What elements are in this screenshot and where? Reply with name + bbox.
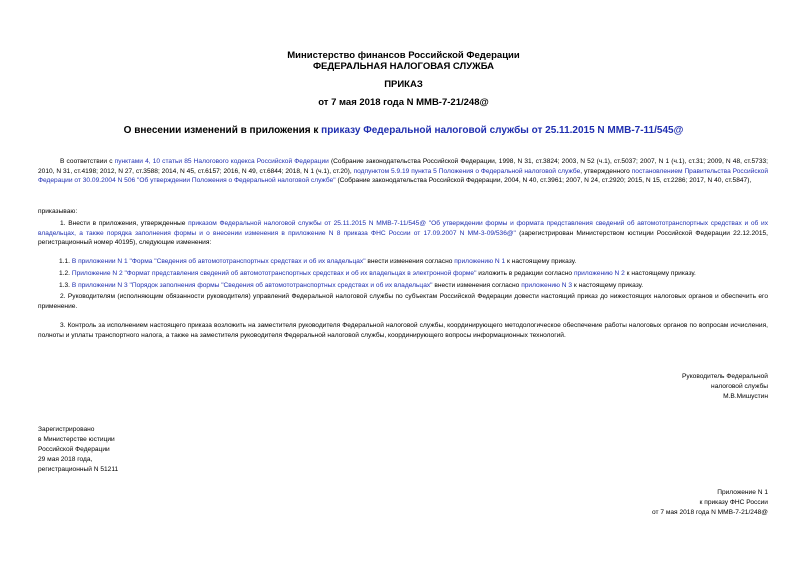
item-1-3-num: 1.3. [59, 282, 72, 289]
item-1-link-order[interactable]: приказом Федеральной налоговой службы от 25.11.2015 N ММВ-7-11/545@ "Об утверждении формы и формата представления сведений об автомототранспортных средствах и об их владельцах, а также порядка заполнения формы и о внесении изменения в приложение N 8 приказа ФНС России от 17.09.2007 N ММ-3-09/536@" [38, 220, 768, 237]
ministry-name: Министерство финансов Российской Федерации [287, 50, 520, 61]
registration-line-1: Зарегистрировано [38, 426, 95, 433]
preamble-link-nk[interactable]: пунктами 4, 10 статьи 85 Налогового кодекса Российской Федерации [114, 158, 329, 165]
item-1-2-text-3: к настоящему приказу. [624, 270, 696, 277]
service-name: ФЕДЕРАЛЬНАЯ НАЛОГОВАЯ СЛУЖБА [312, 61, 495, 72]
item-1-1-num: 1.1. [59, 258, 72, 265]
registration-line-3: Российской Федерации [38, 446, 110, 453]
order-word: приказываю: [38, 208, 78, 215]
preamble-text-3: , утвержденного [580, 167, 632, 175]
appendix-block [548, 488, 768, 518]
item-1-text-1: 1. Внести в приложения, утвержденные [60, 220, 189, 227]
item-1-2 [59, 269, 768, 279]
doc-title [0, 125, 807, 136]
item-1-2-text-2: изложить в редакции согласно [476, 270, 574, 277]
title-link[interactable]: приказу Федеральной налоговой службы от 25.11.2015 N ММВ-7-11/545@ [321, 125, 684, 136]
item-1-3-text-3: к настоящему приказу. [572, 282, 644, 289]
preamble-text-1: В соответствии с [60, 158, 115, 165]
item-1-text-2: (зарегистрирован Министерством юстиции Российской Федерации 22.12.2015, регистрационный номер 40195), следующие изменения: [38, 229, 768, 247]
item-3-paragraph: 3. Контроль за исполнением настоящего приказа возложить на заместителя руководителя Федеральной налоговой службы, координирующего методологическое обеспечение работы налоговых органов по вопросам исчисления, полноты и уплаты транспортного налога, а также на заместителя руководителя Федеральной налоговой службы, координирующего вопросы информационных технологий. [38, 322, 768, 339]
item-1-1-text-2: внести изменения согласно [365, 258, 455, 265]
item-1-1-text-3: к настоящему приказу. [505, 258, 577, 265]
item-1-2-appendix-link[interactable]: приложению N 2 [573, 270, 625, 277]
preamble-link-resolution[interactable]: постановлением Правительства Российской Федерации от 30.09.2004 N 506 "Об утверждении Положения о Федеральной налоговой службе" [38, 167, 769, 185]
signature-name: М.В.Мишустин [723, 393, 768, 400]
registration-line-2: в Министерстве юстиции [38, 436, 115, 443]
item-1-2-link[interactable]: Приложение N 2 "Формат представления сведений об автомототранспортных средствах и об их владельцах в электронной форме" [71, 270, 477, 277]
preamble-text-4: (Собрание законодательства Российской Федерации, 2004, N 40, ст.3961; 2007, N 24, ст.2920; 2015, N 15, ст.2286; 2017, N 40, ст.5847), [335, 177, 752, 185]
item-1-paragraph [38, 219, 768, 248]
preamble-link-regulation[interactable]: подпунктом 5.9.19 пункта 5 Положения о Федеральной налоговой службе [353, 167, 581, 175]
item-1-1 [59, 257, 768, 267]
appendix-line-1: Приложение N 1 [717, 489, 768, 496]
appendix-line-2: к приказу ФНС России [699, 499, 768, 506]
doc-date-number: от 7 мая 2018 года N ММВ-7-21/248@ [318, 97, 489, 108]
preamble-paragraph [38, 157, 768, 186]
signature-block [568, 372, 768, 402]
item-1-3 [59, 281, 768, 291]
appendix-line-3: от 7 мая 2018 года N ММВ-7-21/248@ [651, 509, 768, 516]
item-2-paragraph: 2. Руководителям (исполняющим обязанности руководителя) управлений Федеральной налоговой службы по субъектам Российской Федерации довести настоящий приказ до нижестоящих налоговых органов и обеспечить его применение. [38, 293, 768, 310]
doc-type: ПРИКАЗ [384, 79, 423, 90]
preamble-text-2: (Собрание законодательства Российской Федерации, 1998, N 31, ст.3824; 2003, N 52 (ч.1), ст.5037; 2007, N 1 (ч.1), ст.31; 2009, N 48, ст.5733; 2010, N 31, ст.4198; 2012, N 27, ст.3588; 2014, N 45, ст.6157; 2016, N 49, ст.6844; 2018, N 1 (ч.1), ст.20), [38, 158, 768, 175]
registration-line-4: 29 мая 2018 года, [38, 456, 93, 463]
registration-block [38, 425, 238, 475]
item-1-3-link[interactable]: В приложении N 3 "Порядок заполнения формы "Сведения об автомототранспортных средствах и об их владельцах" [71, 282, 433, 289]
signature-line-1: Руководитель Федеральной [682, 373, 768, 380]
item-1-2-num: 1.2. [59, 270, 72, 277]
title-prefix: О внесении изменений в приложения к [123, 125, 322, 136]
registration-line-5: регистрационный N 51211 [38, 466, 119, 473]
item-1-1-link[interactable]: В приложении N 1 "Форма "Сведения об автомототранспортных средствах и об их владельцах" [71, 258, 366, 265]
item-1-1-appendix-link[interactable]: приложению N 1 [454, 258, 506, 265]
signature-line-2: налоговой службы [711, 383, 768, 390]
item-1-3-text-2: внести изменения согласно [432, 282, 522, 289]
item-1-3-appendix-link[interactable]: приложению N 3 [521, 282, 573, 289]
